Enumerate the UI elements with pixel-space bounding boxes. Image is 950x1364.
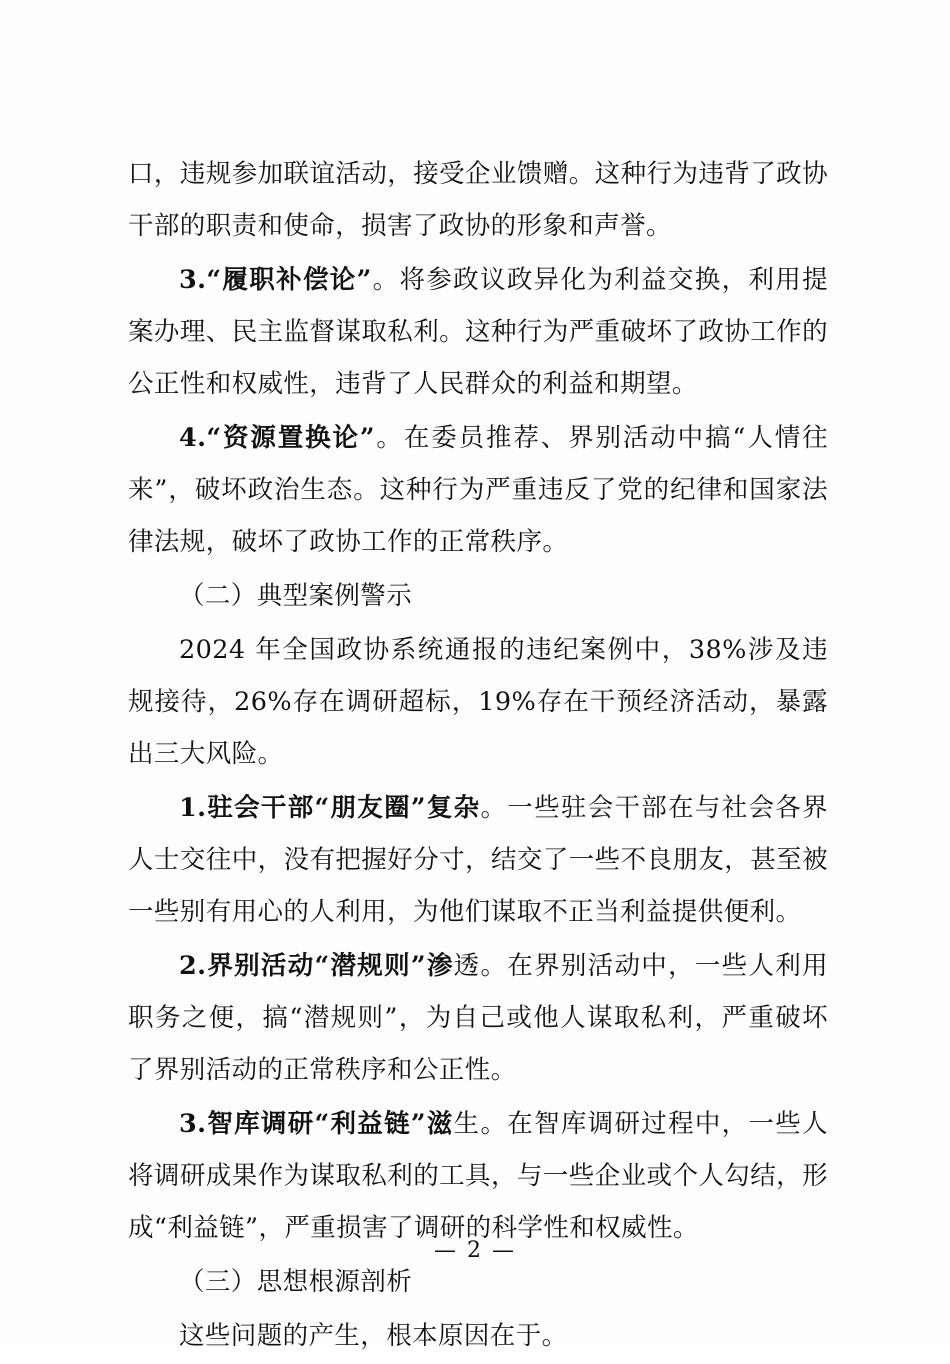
paragraph-text: 。将参政议政异化为利益交换，利用提案办理、民主监督谋取私利。这种行为严重破坏了政协工作的公正性和权威性，违背了人民群众的利益和期望。 (128, 265, 828, 399)
paragraph-bold-lead: 3.智库调研“利益链”滋 (179, 1109, 454, 1139)
paragraph-text: 2024 年全国政协系统通报的违纪案例中，38%涉及违规接待，26%存在调研超标，19%存在干预经济活动，暴露出三大风险。 (128, 635, 828, 769)
paragraph-risk-3 (128, 1098, 828, 1254)
paragraph-text: 。在委员推荐、界别活动中搞“人情往来”，破坏政治生态。这种行为严重违反了党的纪律和国家法律法规，破坏了政协工作的正常秩序。 (128, 423, 828, 557)
paragraph-continued (128, 148, 828, 252)
paragraph-case-stats (128, 624, 828, 780)
paragraph-risk-1 (128, 782, 828, 938)
page-number: — 2 — (434, 1238, 516, 1263)
document-body (128, 148, 828, 1364)
paragraph-item-3 (128, 254, 828, 410)
paragraph-bold-lead: 3.“履职补偿论” (179, 265, 372, 295)
section-heading-three (128, 1256, 828, 1308)
paragraph-closing (128, 1310, 828, 1362)
paragraph-bold-lead: 1.驻会干部“朋友圈”复杂 (179, 793, 481, 823)
section-heading-two (128, 570, 828, 622)
section-heading-text: （二）典型案例警示 (179, 581, 413, 611)
paragraph-text: 这些问题的产生，根本原因在于。 (179, 1321, 568, 1351)
paragraph-text: 。一些驻会干部在与社会各界人士交往中，没有把握好分寸，结交了一些不良朋友，甚至被一些别有用心的人利用，为他们谋取不正当利益提供便利。 (128, 793, 829, 927)
paragraph-text: 生。在智库调研过程中，一些人将调研成果作为谋取私利的工具，与一些企业或个人勾结，形成“利益链”，严重损害了调研的科学性和权威性。 (128, 1109, 828, 1243)
paragraph-risk-2 (128, 940, 828, 1096)
paragraph-bold-lead: 2.界别活动“潜规则”渗 (179, 951, 454, 981)
paragraph-bold-lead: 4.“资源置换论” (179, 423, 375, 453)
section-heading-text: （三）思想根源剖析 (179, 1267, 413, 1297)
paragraph-text: 口，违规参加联谊活动，接受企业馈赠。这种行为违背了政协干部的职责和使命，损害了政协的形象和声誉。 (128, 159, 828, 241)
paragraph-item-4 (128, 412, 828, 568)
paragraph-text: 透。在界别活动中，一些人利用职务之便，搞“潜规则”，为自己或他人谋取私利，严重破坏了界别活动的正常秩序和公正性。 (128, 951, 828, 1085)
